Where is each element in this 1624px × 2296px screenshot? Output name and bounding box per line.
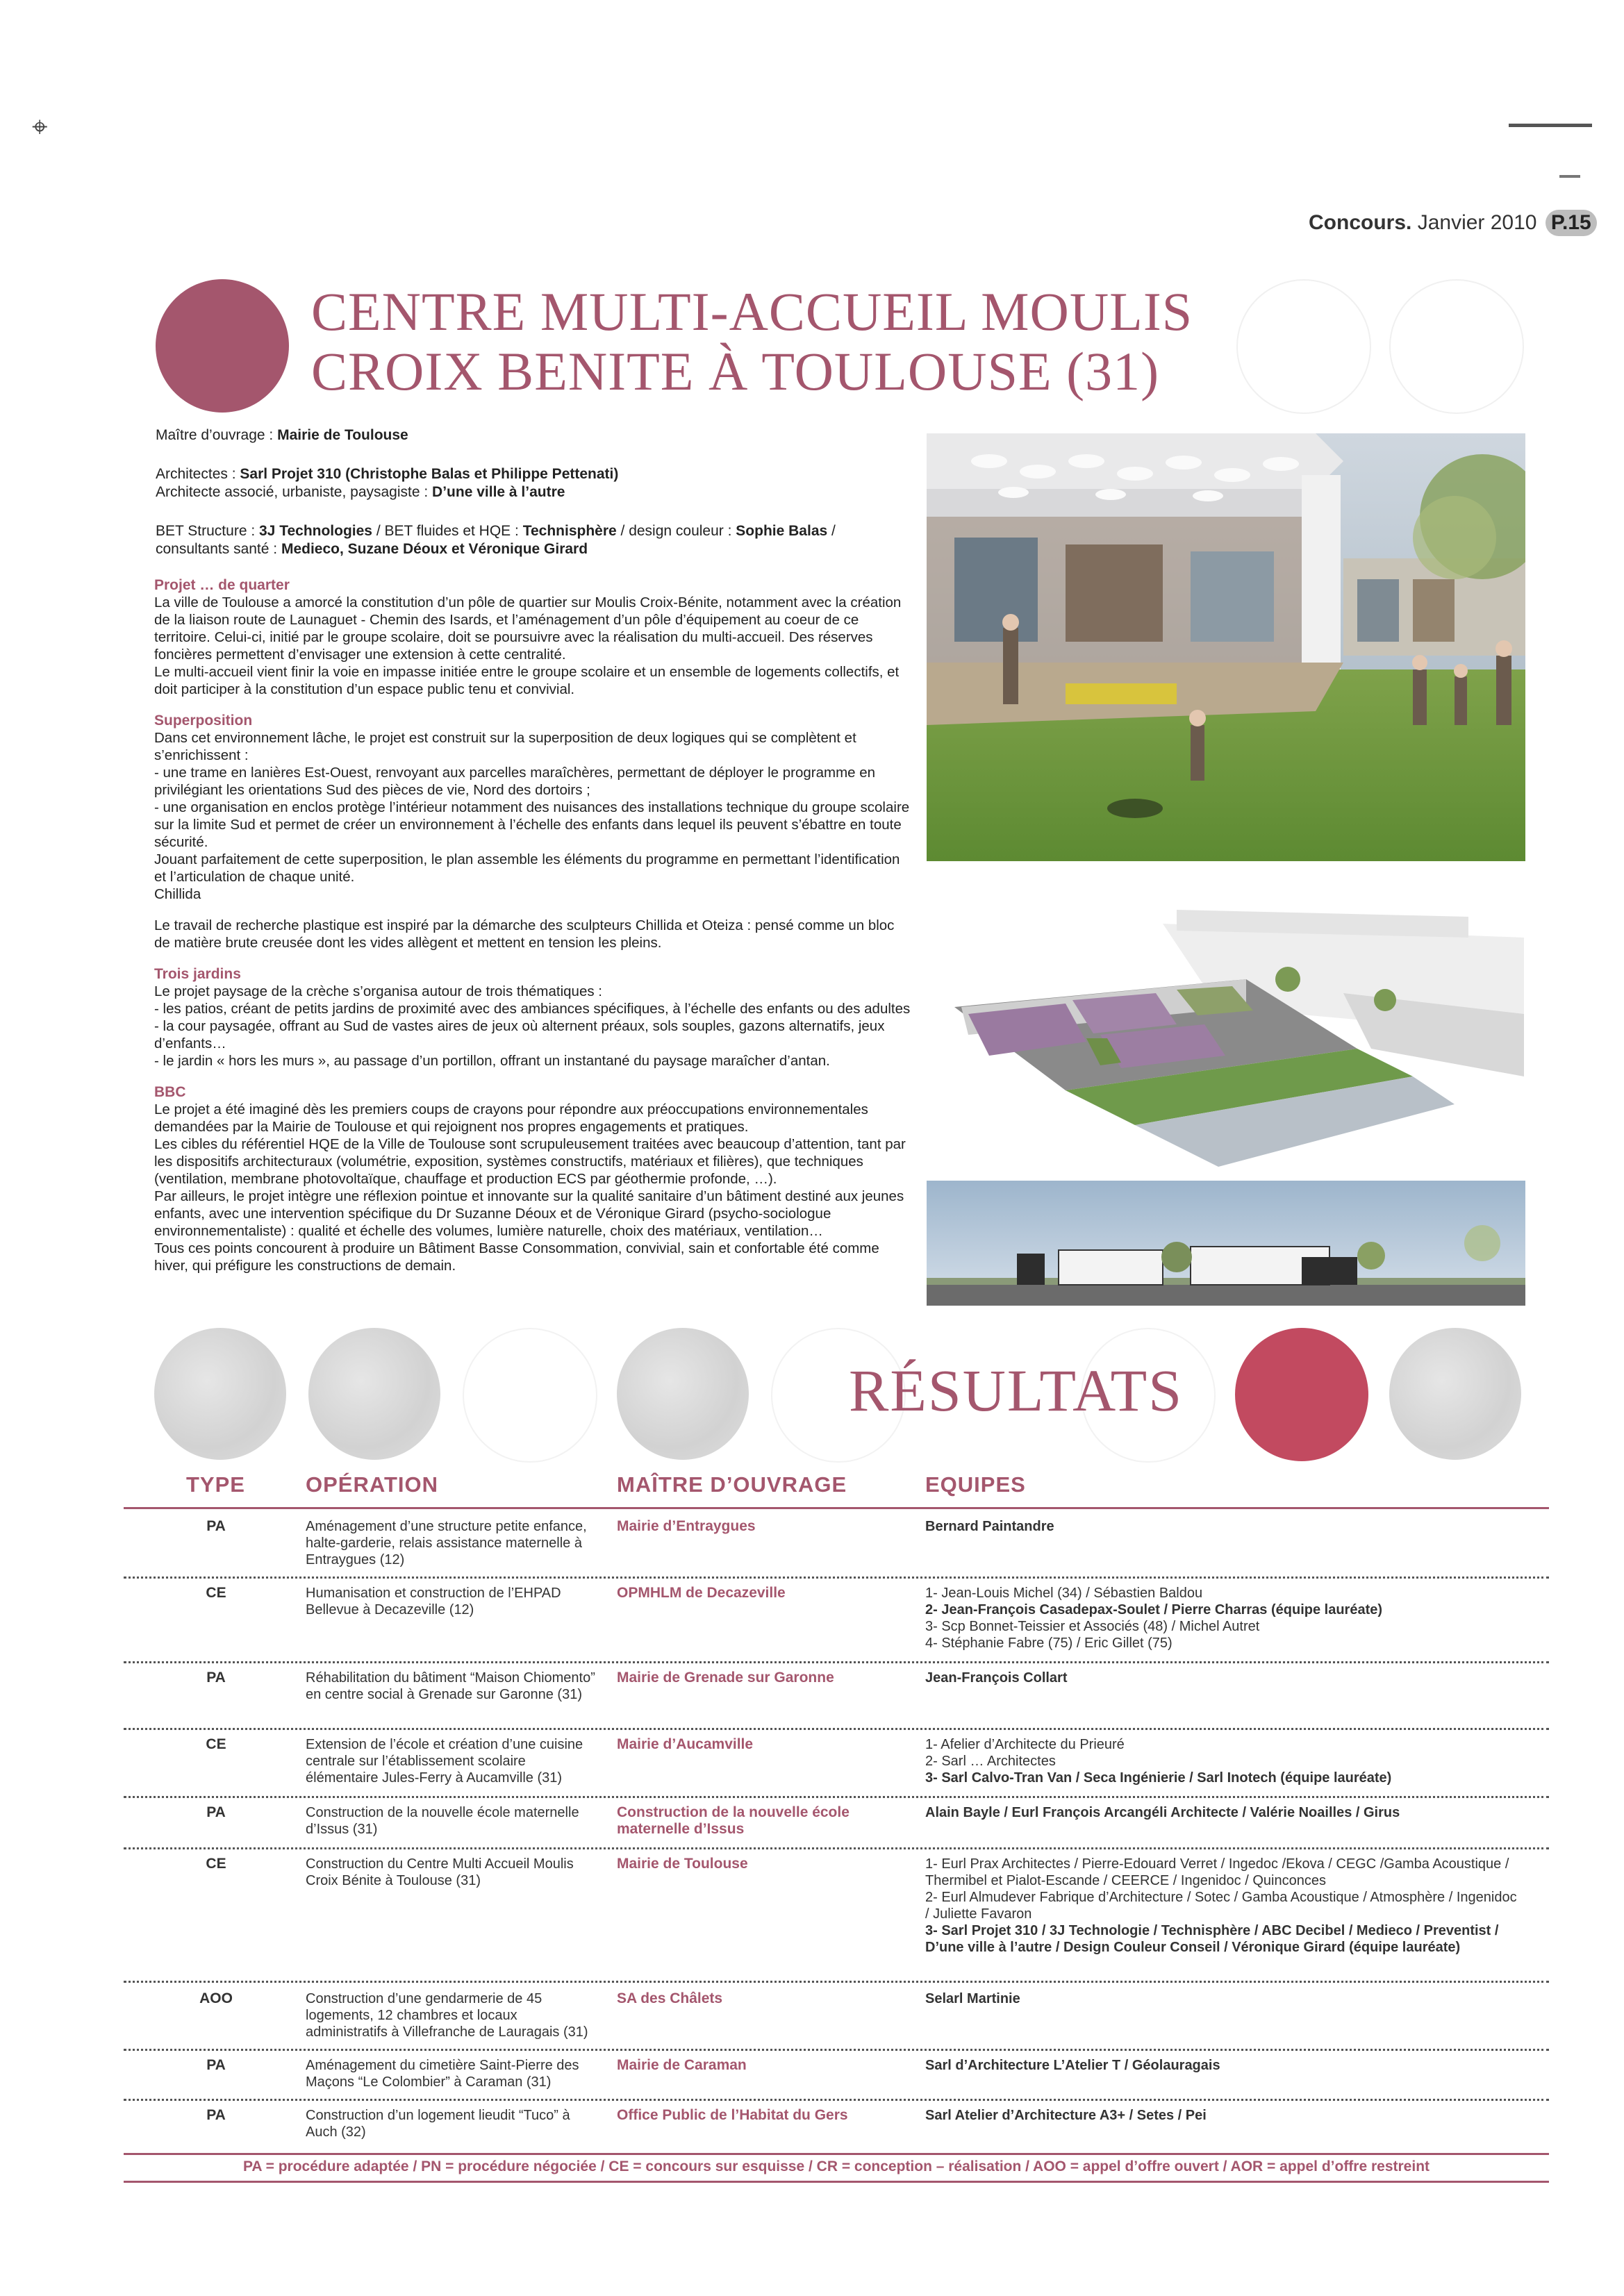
row-divider <box>124 1661 1549 1663</box>
article-section <box>154 965 911 1070</box>
header-operation: OPÉRATION <box>306 1472 438 1497</box>
row-maitre-ouvrage: SA des Châlets <box>617 1990 723 2006</box>
margin-mark <box>1559 175 1580 178</box>
row-type: CE <box>206 1736 226 1752</box>
article-section <box>154 712 911 903</box>
couleur-suffix: / <box>827 523 836 539</box>
article-section <box>154 917 911 951</box>
section-heading: Projet … de quarter <box>154 577 290 593</box>
section-paragraph: La ville de Toulouse a amorcé la constitution d’un pôle de quartier sur Moulis Croix-Bénite, notamment avec la création de la liaison route de Launaguet - Chemin des Isards, et l’aménagement d’un pôle d’équipement au coeur de ce territoire. Celui-ci, initié par le groupe scolaire, doit se poursuivre avec la réalisation du multi-accueil. Des réserves foncières permettent d’envisager une extension à cette centralité. <box>154 594 902 663</box>
decorative-circle <box>463 1328 597 1463</box>
top-rule <box>1509 124 1592 127</box>
header-maitre-ouvrage: MAÎTRE D’OUVRAGE <box>617 1472 847 1497</box>
aerial-render-image <box>927 896 1525 1174</box>
row-equipes <box>925 1670 1523 1686</box>
decorative-circle <box>154 1328 286 1460</box>
section-paragraph: Le projet a été imaginé dès les premiers coups de crayons pour répondre aux préoccupations environnementales demandées par la Mairie de Toulouse et qui rejoignent nos propres engagements et pratiques. <box>154 1101 868 1135</box>
row-type: CE <box>206 1856 226 1872</box>
section-paragraph: - une organisation en enclos protège l’intérieur notamment des nuisances des installations technique du groupe scolaire sur la limite Sud et permet de créer un environnement à l’échelle des enfants dans lequel ils peuvent s’ébattre en toute sécurité. <box>154 799 910 850</box>
bet-value: 3J Technologies <box>259 523 372 539</box>
section-paragraph: Le projet paysage de la crèche s’organisa autour de trois thématiques : <box>154 983 602 999</box>
decorative-circle <box>617 1328 749 1460</box>
section-paragraph: Le travail de recherche plastique est inspiré par la démarche des sculpteurs Chillida et Oteiza : pensé comme un bloc de matière brute creusée dont les vides allègent et mettent en tension les pleins. <box>154 917 895 951</box>
equipe-entry: 1- Afelier d’Architecte du Prieuré <box>925 1737 1125 1752</box>
maitre-ouvrage-value: Mairie de Toulouse <box>277 427 408 443</box>
equipe-entry: 2- Sarl … Architectes <box>925 1754 1056 1769</box>
page-title <box>311 282 1193 401</box>
row-divider <box>124 2049 1549 2051</box>
row-operation: Construction d’un logement lieudit “Tuco” à Auch (32) <box>306 2108 570 2140</box>
section-paragraph: Dans cet environnement lâche, le projet est construit sur la superposition de deux logiques qui se complètent et s’enrichissent : <box>154 730 856 763</box>
row-divider <box>124 1796 1549 1798</box>
section-paragraph: Tous ces points concourent à produire un Bâtiment Basse Consommation, convivial, sain et confortable été comme hiver, qui préfigure les constructions de demain. <box>154 1240 879 1274</box>
decorative-circle <box>1389 279 1524 414</box>
row-divider <box>124 1728 1549 1730</box>
issue-date: Janvier 2010 <box>1411 211 1543 234</box>
header-type: TYPE <box>186 1472 245 1497</box>
architectes-line <box>156 465 618 483</box>
row-maitre-ouvrage: OPMHLM de Decazeville <box>617 1585 786 1601</box>
results-title: RÉSULTATS <box>849 1357 1184 1424</box>
architecte-associe-value: D’une ville à l’autre <box>432 484 565 500</box>
row-maitre-ouvrage: Construction de la nouvelle école maternelle d’Issus <box>617 1804 850 1837</box>
row-type: PA <box>206 1804 226 1820</box>
bet-line <box>156 522 906 540</box>
couleur-label: / design couleur : <box>616 523 736 539</box>
row-divider <box>124 1847 1549 1849</box>
section-heading: BBC <box>154 1084 186 1100</box>
fluides-label: / BET fluides et HQE : <box>372 523 523 539</box>
section-heading: Trois jardins <box>154 966 241 982</box>
equipe-entry: 2- Eurl Almudever Fabrique d’Architecture / Sotec / Gamba Acoustique / Atmosphère / Ingenidoc / Juliette Favaron <box>925 1890 1517 1922</box>
section-heading: Superposition <box>154 713 253 729</box>
row-maitre-ouvrage: Office Public de l’Habitat du Gers <box>617 2107 848 2123</box>
equipe-entry: Jean-François Collart <box>925 1670 1068 1686</box>
section-paragraph: - le jardin « hors les murs », au passage d’un portillon, offrant un instantané du paysage maraîcher d’antan. <box>154 1053 830 1069</box>
results-dot <box>1235 1328 1368 1461</box>
article-section <box>154 576 911 698</box>
row-equipes <box>925 1990 1523 2007</box>
architecte-associe-label: Architecte associé, urbaniste, paysagiste : <box>156 484 433 500</box>
maitre-ouvrage-label: Maître d’ouvrage : <box>156 427 278 443</box>
row-type: PA <box>206 2107 226 2123</box>
equipe-entry: 3- Sarl Calvo-Tran Van / Seca Ingénierie / Sarl Inotech (équipe lauréate) <box>925 1770 1392 1786</box>
sante-label: consultants santé : <box>156 541 281 557</box>
row-operation: Humanisation et construction de l’EHPAD Bellevue à Decazeville (12) <box>306 1586 561 1617</box>
section-paragraph: - une trame en lanières Est-Ouest, renvoyant aux parcelles maraîchères, permettant de déployer le programme en privilégiant les orientations Sud des pièces de vie, Nord des dortoirs ; <box>154 765 876 798</box>
section-paragraph: Par ailleurs, le projet intègre une réflexion pointue et innovante sur la qualité sanitaire d’un bâtiment destiné aux jeunes enfants, avec une intervention spécifique du Dr Suzanne Déoux et de Véronique Girard (psycho-sociologue environnementaliste) : qualité et échelle des volumes, lumière naturelle, choix des matériaux, ventilation… <box>154 1188 904 1239</box>
row-maitre-ouvrage: Mairie d’Entraygues <box>617 1518 756 1534</box>
architectes-label: Architectes : <box>156 466 240 482</box>
courtyard-render-svg <box>927 433 1525 861</box>
section-paragraph: - la cour paysagée, offrant au Sud de vastes aires de jeux où alternent préaux, sols souples, gazons alternatifs, jeux d’enfants… <box>154 1018 885 1051</box>
equipe-entry: 4- Stéphanie Fabre (75) / Eric Gillet (75) <box>925 1636 1173 1651</box>
row-equipes <box>925 2107 1523 2124</box>
row-type: PA <box>206 2057 226 2073</box>
row-equipes <box>925 1736 1523 1786</box>
row-equipes <box>925 2057 1523 2074</box>
equipe-entry: Sarl d’Architecture L’Atelier T / Géolauragais <box>925 2058 1220 2073</box>
sante-line <box>156 540 588 558</box>
equipe-entry: 3- Sarl Projet 310 / 3J Technologie / Technisphère / ABC Decibel / Medieco / Preventist / D’une ville à l’autre / Design Couleur Conseil / Véronique Girard (équipe lauréate) <box>925 1923 1499 1955</box>
decorative-circle <box>308 1328 440 1460</box>
section-paragraph: - les patios, créant de petits jardins de proximité avec des ambiances spécifiques, à l’échelle des enfants ou des adultes <box>154 1001 911 1017</box>
equipe-entry: Alain Bayle / Eurl François Arcangéli Architecte / Valérie Noailles / Girus <box>925 1805 1400 1820</box>
decorative-circle <box>1236 279 1371 414</box>
abbreviation-legend: PA = procédure adaptée / PN = procédure négociée / CE = concours sur esquisse / CR = conception – réalisation / AOO = appel d’offre ouvert / AOR = appel d’offre restreint <box>242 2158 1430 2174</box>
architecte-associe-line <box>156 483 565 501</box>
row-operation: Aménagement d’une structure petite enfance, halte-garderie, relais assistance maternelle à Entraygues (12) <box>306 1519 587 1567</box>
equipe-entry: 1- Eurl Prax Architectes / Pierre-Edouard Verret / Ingedoc /Ekova / CEGC /Gamba Acoustique / Thermibel et Pialot-Escande / CEERCE / Ingenidoc / Quinconces <box>925 1856 1509 1888</box>
section-render-image <box>927 1181 1525 1306</box>
equipe-entry: 2- Jean-François Casadepax-Soulet / Pierre Charras (équipe lauréate) <box>925 1602 1383 1617</box>
architectes-value: Sarl Projet 310 (Christophe Balas et Philippe Pettenati) <box>240 466 619 482</box>
row-divider <box>124 1577 1549 1579</box>
issue-line <box>1309 210 1597 236</box>
row-equipes <box>925 1804 1523 1821</box>
title-dot <box>156 279 289 413</box>
row-operation: Construction de la nouvelle école maternelle d’Issus (31) <box>306 1805 579 1837</box>
legend-top-rule <box>124 2153 1549 2155</box>
row-type: AOO <box>199 1990 233 2006</box>
couleur-value: Sophie Balas <box>736 523 828 539</box>
row-equipes <box>925 1518 1523 1535</box>
fluides-value: Technisphère <box>522 523 617 539</box>
row-maitre-ouvrage: Mairie de Grenade sur Garonne <box>617 1670 834 1686</box>
row-divider <box>124 2099 1549 2101</box>
equipe-entry: Selarl Martinie <box>925 1991 1020 2006</box>
title-line-1: CENTRE MULTI-ACCUEIL MOULIS <box>311 281 1193 342</box>
row-operation: Construction du Centre Multi Accueil Moulis Croix Bénite à Toulouse (31) <box>306 1856 574 1888</box>
article-section <box>154 1083 911 1274</box>
row-operation: Réhabilitation du bâtiment “Maison Chiomento” en centre social à Grenade sur Garonne (31) <box>306 1670 595 1702</box>
equipe-entry: 1- Jean-Louis Michel (34) / Sébastien Baldou <box>925 1586 1203 1601</box>
registration-mark: ⌖ <box>32 111 48 143</box>
row-operation: Aménagement du cimetière Saint-Pierre des Maçons “Le Colombier” à Caraman (31) <box>306 2058 579 2090</box>
section-paragraph: Chillida <box>154 886 201 902</box>
magazine-name: Concours. <box>1309 211 1412 234</box>
sante-value: Medieco, Suzane Déoux et Véronique Girard <box>281 541 588 557</box>
section-paragraph: Jouant parfaitement de cette superposition, le plan assemble les éléments du programme en permettant l’identification et l’articulation de chaque unité. <box>154 851 900 885</box>
page-number-badge: P.15 <box>1546 210 1597 236</box>
equipe-entry: Sarl Atelier d’Architecture A3+ / Setes / Pei <box>925 2108 1207 2123</box>
row-type: PA <box>206 1670 226 1686</box>
decorative-circle <box>1389 1328 1521 1460</box>
section-paragraph: Le multi-accueil vient finir la voie en impasse initiée entre le groupe scolaire et un ensemble de logements collectifs, et doit participer à la constitution d’un espace public tenu et convivial. <box>154 664 900 697</box>
row-type: PA <box>206 1518 226 1534</box>
bet-label: BET Structure : <box>156 523 259 539</box>
legend-bottom-rule <box>124 2181 1549 2183</box>
row-divider <box>124 1981 1549 1983</box>
row-maitre-ouvrage: Mairie de Toulouse <box>617 1856 748 1872</box>
section-render-svg <box>927 1181 1525 1306</box>
row-maitre-ouvrage: Mairie de Caraman <box>617 2057 747 2073</box>
maitre-ouvrage-line <box>156 426 408 444</box>
row-operation: Extension de l’école et création d’une cuisine centrale sur l’établissement scolaire élémentaire Jules-Ferry à Aucamville (31) <box>306 1737 583 1786</box>
aerial-render-svg <box>927 896 1525 1174</box>
title-line-2: CROIX BENITE À TOULOUSE (31) <box>311 341 1160 401</box>
row-maitre-ouvrage: Mairie d’Aucamville <box>617 1736 754 1752</box>
section-paragraph: Les cibles du référentiel HQE de la Ville de Toulouse sont scrupuleusement traitées avec beaucoup d’attention, tant par les dispositifs architecturaux (volumétrie, exposition, systèmes constructifs, matériaux et filières), que techniques (ventilation, membrane photovoltaïque, chauffage et production ECS par géothermie profonde, …). <box>154 1136 906 1187</box>
row-equipes <box>925 1856 1523 1956</box>
equipe-entry: 3- Scp Bonnet-Teissier et Associés (48) / Michel Autret <box>925 1619 1260 1634</box>
equipe-entry: Bernard Paintandre <box>925 1519 1054 1534</box>
row-type: CE <box>206 1585 226 1601</box>
table-header-rule <box>124 1507 1549 1509</box>
row-operation: Construction d’une gendarmerie de 45 logements, 12 chambres et locaux administratifs à Villefranche de Lauragais (31) <box>306 1991 588 2040</box>
header-equipes: EQUIPES <box>925 1472 1026 1497</box>
row-equipes <box>925 1585 1523 1652</box>
courtyard-render-image <box>927 433 1525 861</box>
article-body <box>154 576 911 1288</box>
